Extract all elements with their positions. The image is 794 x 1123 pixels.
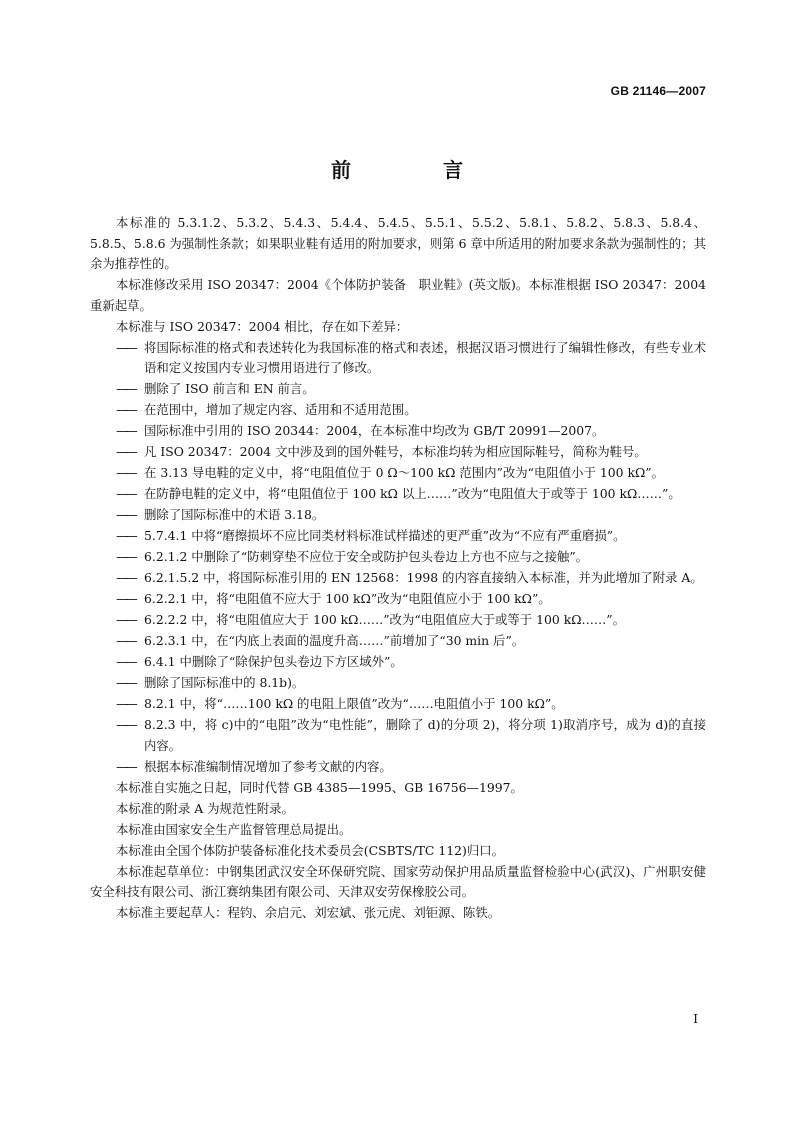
dash-marker: ——: [116, 507, 135, 522]
dash-marker: ——: [116, 675, 135, 690]
difference-item: [116, 463, 706, 484]
paragraph-proposed-by: 本标准由国家安全生产监督管理总局提出。: [116, 821, 352, 837]
difference-item: [116, 338, 706, 379]
difference-text: 将国际标准的格式和表述转化为我国标准的格式和表述，根据汉语习惯进行了编辑性修改，有些专业术语和定义按国内专业习惯用语进行了修改。: [144, 339, 706, 375]
difference-item: [116, 400, 706, 421]
paragraph-differences-intro: 本标准与 ISO 20347：2004 相比，存在如下差异：: [116, 318, 409, 334]
page-title: 前 言: [331, 158, 499, 182]
dash-marker: ——: [116, 444, 135, 459]
paragraph-replaces: 本标准自实施之日起，同时代替 GB 4385—1995、GB 16756—1997。: [116, 779, 523, 795]
difference-item: [116, 673, 706, 694]
page-number: I: [693, 1012, 698, 1026]
difference-item: [116, 610, 706, 631]
difference-text: 在范围中，增加了规定内容、适用和不适用范围。: [144, 402, 417, 417]
difference-item: [116, 715, 706, 756]
difference-item: [116, 547, 706, 568]
paragraph-mandatory-clauses: 本标准的 5.3.1.2、5.3.2、5.4.3、5.4.4、5.4.5、5.5.1、5.5.2、5.8.1、5.8.2、5.8.3、5.8.4、5.8.5、5.8.6 为强制性条款；如果职业鞋有适用的附加要求，则第 6 章中所适用的附加要求条款为强制性的；其余为推荐性的。: [90, 215, 706, 271]
paragraph-annex: 本标准的附录 A 为规范性附录。: [116, 800, 294, 816]
difference-text: 6.2.3.1 中，在“内底上表面的温度升高……”前增加了“30 min 后”。: [144, 633, 525, 648]
paragraph-managed-by: 本标准由全国个体防护装备标准化技术委员会(CSBTS/TC 112)归口。: [116, 842, 504, 858]
difference-item: [116, 421, 706, 442]
dash-marker: ——: [116, 612, 135, 627]
dash-marker: ——: [116, 381, 135, 396]
dash-marker: ——: [116, 402, 135, 417]
difference-text: 8.2.1 中，将“……100 kΩ 的电阻上限值”改为“……电阻值小于 100 kΩ”。: [144, 696, 564, 711]
dash-marker: ——: [116, 717, 135, 732]
difference-text: 6.2.1.5.2 中，将国际标准引用的 EN 12568：1998 的内容直接纳入本标准，并为此增加了附录 A。: [144, 570, 703, 585]
paragraph-adoption: 本标准修改采用 ISO 20347：2004《个体防护装备 职业鞋》(英文版)。本标准根据 ISO 20347：2004 重新起草。: [90, 277, 706, 313]
difference-text: 6.2.2.2 中，将“电阻值应大于 100 kΩ……”改为“电阻值应大于或等于 100 kΩ……”。: [144, 612, 626, 627]
difference-item: [116, 757, 706, 778]
dash-marker: ——: [116, 486, 135, 501]
difference-item: [116, 568, 706, 589]
difference-item: [116, 505, 706, 526]
dash-marker: ——: [116, 654, 135, 669]
dash-marker: ——: [116, 339, 135, 355]
foreword-body: [90, 213, 706, 924]
paragraph-drafting-units: 本标准起草单位：中钢集团武汉安全环保研究院、国家劳动保护用品质量监督检验中心(武汉)、广州职安健安全科技有限公司、浙江赛纳集团有限公司、天津双安劳保橡胶公司。: [90, 863, 706, 899]
difference-text: 6.4.1 中删除了“除保护包头卷边下方区域外”。: [144, 654, 403, 669]
difference-text: 根据本标准编制情况增加了参考文献的内容。: [144, 758, 392, 774]
dash-marker: ——: [116, 423, 135, 438]
difference-item: [116, 631, 706, 652]
dash-marker: ——: [116, 570, 135, 585]
difference-item: [116, 694, 706, 715]
difference-text: 凡 ISO 20347：2004 文中涉及到的国外鞋号，本标准均转为相应国际鞋号，简称为鞋号。: [144, 444, 647, 459]
difference-item: [116, 484, 706, 505]
difference-text: 删除了国际标准中的 8.1b)。: [144, 675, 305, 690]
paragraph-drafters: 本标准主要起草人：程钧、余启元、刘宏斌、张元虎、刘钜源、陈铁。: [116, 905, 501, 920]
difference-text: 5.7.4.1 中将“磨擦损坏不应比同类材料标准试样描述的更严重”改为“不应有严重磨损”。: [144, 528, 626, 543]
dash-marker: ——: [116, 465, 135, 480]
dash-marker: ——: [116, 633, 135, 648]
difference-text: 6.2.2.1 中，将“电阻值不应大于 100 kΩ”改为“电阻值应小于 100 kΩ”。: [144, 591, 551, 606]
difference-text: 国际标准中引用的 ISO 20344：2004，在本标准中均改为 GB/T 20991—2007。: [144, 423, 605, 438]
difference-text: 删除了 ISO 前言和 EN 前言。: [144, 381, 315, 396]
standard-number: GB 21146—2007: [610, 84, 706, 98]
dash-marker: ——: [116, 591, 135, 606]
dash-marker: ——: [116, 758, 135, 774]
dash-marker: ——: [116, 528, 135, 543]
dash-marker: ——: [116, 696, 135, 711]
difference-item: [116, 652, 706, 673]
difference-item: [116, 442, 706, 463]
difference-text: 8.2.3 中，将 c)中的“电阻”改为“电性能”，删除了 d)的分项 2)，将分项 1)取消序号，成为 d)的直接内容。: [144, 717, 706, 753]
difference-text: 在 3.13 导电鞋的定义中，将“电阻值位于 0 Ω～100 kΩ 范围内”改为“电阻值小于 100 kΩ”。: [144, 465, 665, 480]
difference-item: [116, 589, 706, 610]
difference-text: 6.2.1.2 中删除了“防刺穿垫不应位于安全或防护包头卷边上方也不应与之接触”。: [144, 549, 589, 564]
difference-text: 删除了国际标准中的术语 3.18。: [144, 507, 325, 522]
difference-text: 在防静电鞋的定义中，将“电阻值位于 100 kΩ 以上……”改为“电阻值大于或等于 100 kΩ……”。: [144, 486, 681, 501]
difference-item: [116, 379, 706, 400]
difference-item: [116, 526, 706, 547]
dash-marker: ——: [116, 549, 135, 564]
